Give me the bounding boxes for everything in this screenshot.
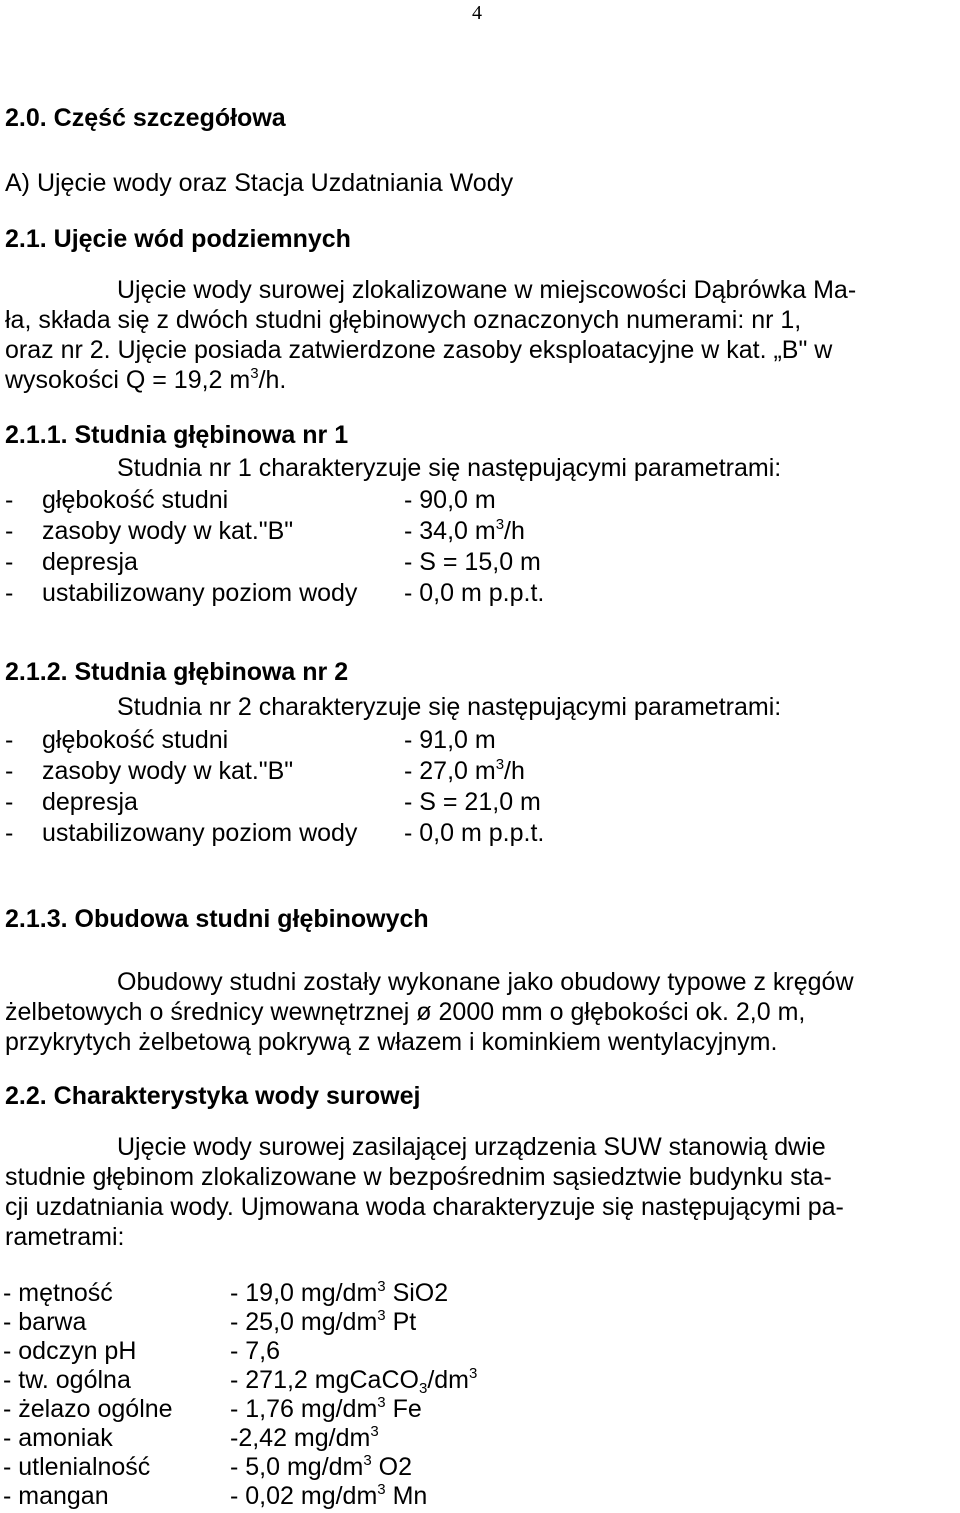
heading-2-2: 2.2. Charakterystyka wody surowej bbox=[5, 1082, 421, 1110]
heading-part: 2.0. Część szczegółowa bbox=[5, 104, 286, 132]
value-unit: /dm bbox=[427, 1366, 469, 1394]
heading-section-a: A) Ujęcie wody oraz Stacja Uzdatniania Wody bbox=[5, 169, 514, 197]
parameter-label: ustabilizowany poziom wody bbox=[42, 819, 358, 847]
well2-intro: Studnia nr 2 charakteryzuje się następującymi parametrami: bbox=[117, 693, 782, 721]
paragraph-line: ła, składa się z dwóch studni głębinowych oznaczonych numerami: nr 1, bbox=[5, 306, 802, 334]
value-text: - 25,0 mg/dm bbox=[230, 1308, 378, 1336]
parameter-value bbox=[404, 578, 544, 608]
superscript: 3 bbox=[250, 365, 259, 382]
water-parameter-value bbox=[230, 1452, 412, 1482]
water-parameter-label: - utlenialność bbox=[3, 1453, 151, 1481]
value-text: - 0,0 m p.p.t. bbox=[404, 579, 545, 607]
value-text: - S = 15,0 m bbox=[404, 548, 541, 576]
parameter-row bbox=[0, 787, 960, 817]
value-unit: O2 bbox=[371, 1453, 413, 1481]
parameter-value bbox=[404, 547, 541, 577]
water-parameter-label: - tw. ogólna bbox=[3, 1366, 131, 1394]
water-parameter-label: - żelazo ogólne bbox=[3, 1395, 173, 1423]
heading-2-1-2: 2.1.2. Studnia głębinowa nr 2 bbox=[5, 658, 349, 686]
paragraph-line: oraz nr 2. Ujęcie posiada zatwierdzone zasoby eksploatacyjne w kat. „B" w bbox=[5, 336, 833, 364]
water-parameter-value bbox=[230, 1336, 280, 1366]
value-unit: /h bbox=[504, 517, 525, 545]
water-parameter-value bbox=[230, 1423, 379, 1453]
parameter-label: ustabilizowany poziom wody bbox=[42, 579, 358, 607]
page-number: 4 bbox=[472, 2, 482, 24]
water-parameter-label: - mętność bbox=[3, 1279, 113, 1307]
flow-text: /h. bbox=[258, 366, 287, 394]
value-unit: /h bbox=[504, 757, 525, 785]
superscript: 3 bbox=[469, 1365, 478, 1382]
parameter-label: głębokość studni bbox=[42, 486, 229, 514]
parameter-value bbox=[404, 818, 544, 848]
value-text: - 90,0 m bbox=[404, 486, 496, 514]
value-unit: Pt bbox=[385, 1308, 417, 1336]
paragraph-line: studnie głębinom zlokalizowane w bezpośrednim sąsiedztwie budynku sta- bbox=[5, 1163, 832, 1191]
parameter-row bbox=[0, 547, 960, 577]
value-text: - 1,76 mg/dm bbox=[230, 1395, 378, 1423]
paragraph-line: przykrytych żelbetową pokrywą z włazem i kominkiem wentylacyjnym. bbox=[5, 1028, 778, 1056]
paragraph-line: Ujęcie wody surowej zlokalizowane w miejscowości Dąbrówka Ma- bbox=[117, 276, 857, 304]
paragraph-2-2 bbox=[5, 1132, 953, 1252]
heading-2-1-1: 2.1.1. Studnia głębinowa nr 1 bbox=[5, 421, 349, 449]
parameter-row bbox=[0, 818, 960, 848]
parameter-value bbox=[404, 756, 525, 786]
value-unit: Fe bbox=[385, 1395, 422, 1423]
list-dash: - bbox=[5, 726, 14, 754]
paragraph-line: cji uzdatniania wody. Ujmowana woda charakteryzuje się następującymi pa- bbox=[5, 1193, 844, 1221]
value-text: - 34,0 m bbox=[404, 517, 496, 545]
water-parameter-value bbox=[230, 1365, 477, 1395]
water-parameter-value bbox=[230, 1394, 422, 1424]
superscript: 3 bbox=[363, 1452, 372, 1469]
water-parameter-row bbox=[0, 1307, 960, 1337]
parameter-label: zasoby wody w kat."B" bbox=[42, 517, 294, 545]
value-text: - 5,0 mg/dm bbox=[230, 1453, 364, 1481]
paragraph-line: rametrami: bbox=[5, 1223, 125, 1251]
heading-2-1-3: 2.1.3. Obudowa studni głębinowych bbox=[5, 905, 429, 933]
value-text: - 271,2 mgCaCO bbox=[230, 1366, 419, 1394]
paragraph-line: żelbetowych o średnicy wewnętrznej ø 2000 mm o głębokości ok. 2,0 m, bbox=[5, 998, 806, 1026]
value-text: - 0,02 mg/dm bbox=[230, 1482, 378, 1510]
list-dash: - bbox=[5, 579, 14, 607]
water-parameter-row bbox=[0, 1365, 960, 1395]
water-parameter-row bbox=[0, 1452, 960, 1482]
superscript: 3 bbox=[495, 756, 505, 773]
superscript: 3 bbox=[370, 1423, 379, 1440]
parameter-row bbox=[0, 578, 960, 608]
parameter-row bbox=[0, 485, 960, 515]
water-parameter-row bbox=[0, 1278, 960, 1308]
water-parameter-row bbox=[0, 1423, 960, 1453]
superscript: 3 bbox=[377, 1278, 386, 1295]
value-text: -2,42 mg/dm bbox=[230, 1424, 371, 1452]
well1-intro: Studnia nr 1 charakteryzuje się następującymi parametrami: bbox=[117, 454, 782, 482]
water-parameter-value bbox=[230, 1278, 448, 1308]
value-text: - S = 21,0 m bbox=[404, 788, 541, 816]
list-dash: - bbox=[5, 757, 14, 785]
water-parameter-label: - mangan bbox=[3, 1482, 109, 1510]
water-parameter-row bbox=[0, 1394, 960, 1424]
parameter-value bbox=[404, 485, 496, 515]
superscript: 3 bbox=[495, 516, 505, 533]
list-dash: - bbox=[5, 819, 14, 847]
heading-2-1: 2.1. Ujęcie wód podziemnych bbox=[5, 225, 351, 253]
value-text: - 91,0 m bbox=[404, 726, 496, 754]
list-dash: - bbox=[5, 548, 14, 576]
list-dash: - bbox=[5, 788, 14, 816]
paragraph-line: Ujęcie wody surowej zasilającej urządzenia SUW stanowią dwie bbox=[117, 1133, 826, 1161]
subscript: 3 bbox=[418, 1380, 428, 1397]
parameter-label: depresja bbox=[42, 548, 138, 576]
paragraph-line: Obudowy studni zostały wykonane jako obudowy typowe z kręgów bbox=[117, 968, 854, 996]
water-parameter-label: - amoniak bbox=[3, 1424, 113, 1452]
parameter-row bbox=[0, 516, 960, 546]
value-text: - 27,0 m bbox=[404, 757, 496, 785]
water-parameter-row bbox=[0, 1336, 960, 1366]
water-parameter-value bbox=[230, 1307, 416, 1337]
list-dash: - bbox=[5, 517, 14, 545]
parameter-value bbox=[404, 725, 496, 755]
water-parameter-label: - barwa bbox=[3, 1308, 87, 1336]
parameter-value bbox=[404, 787, 541, 817]
water-parameter-row bbox=[0, 1481, 960, 1511]
value-text: - 19,0 mg/dm bbox=[230, 1279, 378, 1307]
paragraph-2-1-3 bbox=[5, 967, 953, 1057]
water-parameter-label: - odczyn pH bbox=[3, 1337, 137, 1365]
superscript: 3 bbox=[377, 1394, 386, 1411]
value-unit: SiO2 bbox=[385, 1279, 449, 1307]
paragraph-line bbox=[5, 365, 953, 395]
parameter-row bbox=[0, 756, 960, 786]
value-text: - 7,6 bbox=[230, 1337, 281, 1365]
water-parameter-value bbox=[230, 1481, 427, 1511]
parameter-row bbox=[0, 725, 960, 755]
parameter-label: zasoby wody w kat."B" bbox=[42, 757, 294, 785]
parameter-label: depresja bbox=[42, 788, 138, 816]
parameter-value bbox=[404, 516, 525, 546]
paragraph-2-1 bbox=[5, 275, 953, 395]
value-unit: Mn bbox=[385, 1482, 428, 1510]
value-text: - 0,0 m p.p.t. bbox=[404, 819, 545, 847]
superscript: 3 bbox=[377, 1307, 386, 1324]
parameter-label: głębokość studni bbox=[42, 726, 229, 754]
superscript: 3 bbox=[377, 1481, 386, 1498]
list-dash: - bbox=[5, 486, 14, 514]
flow-text: wysokości Q = 19,2 m bbox=[5, 366, 251, 394]
